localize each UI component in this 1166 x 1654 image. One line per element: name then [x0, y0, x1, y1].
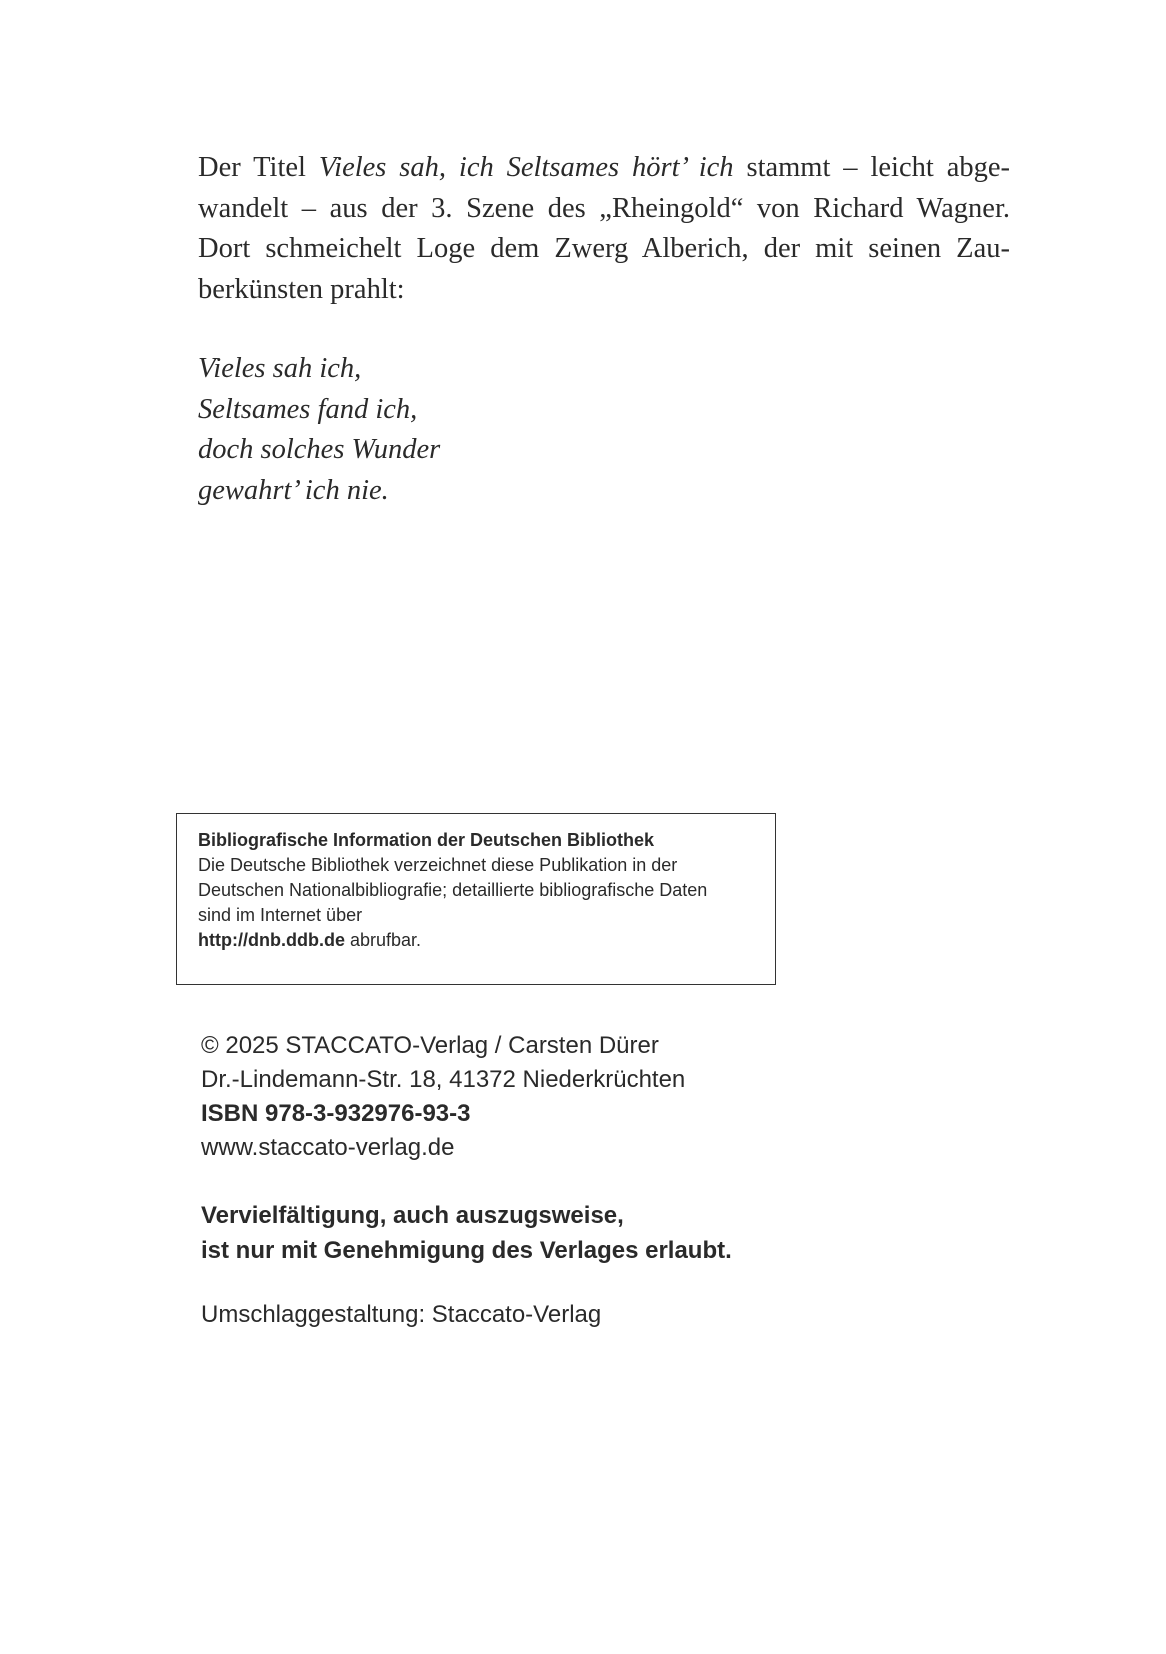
bibliographic-url-line [198, 928, 755, 953]
dnb-url: http://dnb.ddb.de [198, 930, 345, 950]
intro-line-3: Dort schmeichelt Loge dem Zwerg Alberich, der mit seinen Zau- [198, 233, 1010, 264]
verse-line: doch solches Wunder [198, 434, 441, 465]
bibliographic-line-2: Deutschen Nationalbibliografie; detaillierte bibliografische Daten [198, 880, 708, 900]
bibliographic-heading: Bibliografische Information der Deutschen Bibliothek [198, 830, 655, 850]
copyright-line: © 2025 STACCATO-Verlag / Carsten Dürer [201, 1032, 659, 1059]
verse-quote [198, 349, 440, 511]
intro-paragraph [198, 148, 1010, 310]
book-title-italic: Vieles sah, ich Seltsames hört’ ich [318, 152, 734, 183]
verse-line: Vieles sah ich, [198, 353, 362, 384]
bibliographic-url-suffix: abrufbar. [344, 930, 422, 950]
bibliographic-line-3: sind im Internet über [198, 905, 363, 925]
rights-notice [201, 1198, 732, 1268]
verse-line: gewahrt’ ich nie. [198, 474, 389, 506]
publisher-address: Dr.-Lindemann-Str. 18, 41372 Niederkrüchten [201, 1066, 686, 1093]
intro-line-1-pre: Der Titel [198, 152, 319, 183]
bibliographic-info-box [176, 813, 776, 985]
imprint-block [201, 1029, 685, 1165]
verse-line: Seltsames fand ich, [198, 393, 418, 425]
rights-line-2: ist nur mit Genehmigung des Verlages erlaubt. [201, 1237, 732, 1264]
intro-line-1 [198, 148, 1010, 189]
intro-line-1-post: stammt – leicht abge- [733, 152, 1010, 183]
isbn: ISBN 978-3-932976-93-3 [201, 1100, 471, 1127]
bibliographic-line-1: Die Deutsche Bibliothek verzeichnet diese Publikation in der [198, 855, 678, 875]
intro-line-2: wandelt – aus der 3. Szene des „Rheingold“ von Richard Wagner. [198, 192, 1010, 224]
cover-design-credit: Umschlaggestaltung: Staccato-Verlag [201, 1301, 602, 1328]
rights-line-1: Vervielfältigung, auch auszugsweise, [201, 1202, 624, 1229]
publisher-website: www.staccato-verlag.de [201, 1134, 455, 1161]
intro-line-4: berkünsten prahlt: [198, 273, 405, 305]
